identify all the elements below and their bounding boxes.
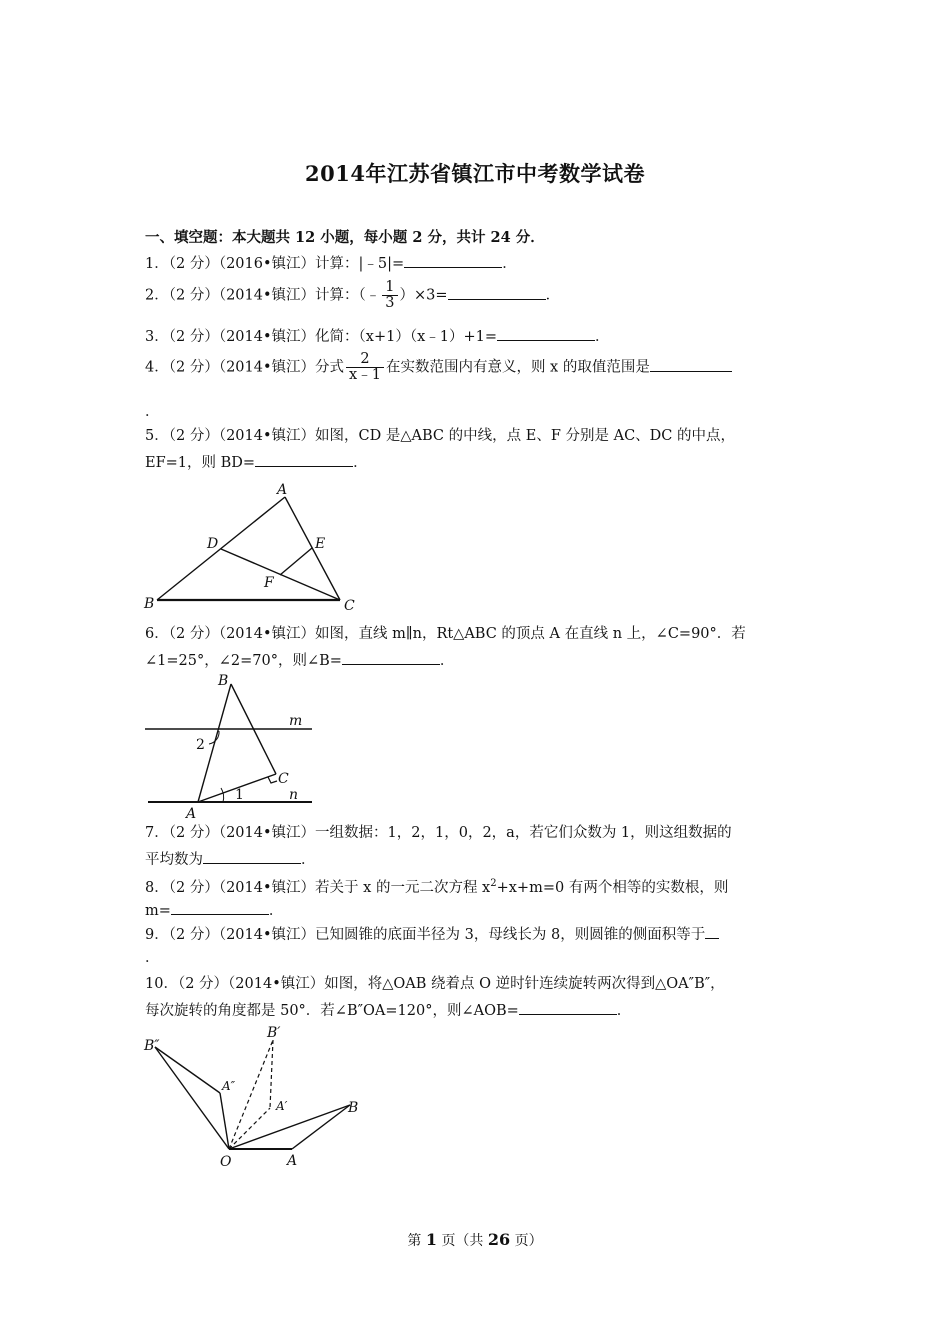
q4-post: 在实数范围内有意义，则 x 的取值范围是: [385, 359, 650, 376]
q10-text-line2: 每次旋转的角度都是 50°．若∠B″OA=120°，则∠AOB=: [145, 1003, 519, 1019]
label-a: A: [277, 482, 288, 498]
q2-pre: 计算：（﹣: [315, 287, 381, 304]
q5-number: 5．: [145, 428, 169, 444]
q2-answer-blank[interactable]: [448, 285, 546, 300]
segment-ob2: [155, 1047, 229, 1149]
label-a-double-prime: A″: [222, 1079, 236, 1093]
q10-score: （2 分）: [177, 976, 229, 992]
q1-end: ．: [502, 256, 517, 272]
q4-pre: 分式: [315, 359, 345, 376]
q2-number: 2．: [145, 287, 169, 304]
segment-oa2: [220, 1093, 229, 1149]
q4-number: 4．: [145, 359, 169, 376]
q2-end: ．: [545, 287, 561, 304]
q5-source: （2014•镇江）: [218, 428, 316, 444]
label-angle-2: 2: [196, 737, 205, 753]
q6-source: （2014•镇江）: [218, 626, 316, 642]
q8-text-pre: 若关于 x 的一元二次方程 x: [315, 879, 491, 896]
q3-source: （2014•镇江）: [218, 329, 316, 345]
label-c: C: [344, 598, 355, 614]
q1-score: （2 分）: [168, 256, 219, 272]
q1-number: 1．: [145, 256, 169, 272]
q5-text-line1: 如图，CD 是△ABC 的中线，点 E、F 分别是 AC、DC 的中点，: [315, 428, 735, 444]
figure-q6-parallel-lines: [140, 670, 330, 822]
q1-text: 计算：|﹣5|=: [315, 256, 405, 272]
q2-frac-num: 1: [382, 280, 397, 296]
label-b: B: [348, 1100, 359, 1116]
q6-answer-blank[interactable]: [342, 650, 440, 665]
footer-total-pages: 26: [487, 1230, 511, 1249]
label-d: D: [207, 536, 219, 552]
question-9: [145, 924, 719, 945]
question-4: [145, 352, 732, 383]
label-f: F: [264, 575, 274, 591]
q10-answer-blank[interactable]: [519, 1000, 617, 1015]
q8-superscript: 2: [490, 878, 497, 889]
q7-answer-blank[interactable]: [203, 849, 301, 864]
question-7-line1: [145, 823, 732, 843]
q6-end: ．: [439, 653, 455, 669]
q2-source: （2014•镇江）: [218, 287, 316, 304]
q6-score: （2 分）: [168, 626, 219, 642]
question-3: [145, 326, 610, 347]
q2-score: （2 分）: [168, 287, 219, 304]
question-7-line2: [145, 849, 316, 870]
footer-mid: 页（共: [441, 1233, 484, 1249]
q10-source: （2014•镇江）: [228, 976, 325, 992]
label-a-prime: A′: [276, 1099, 288, 1113]
q2-frac-den: 3: [385, 295, 395, 311]
label-b: B: [218, 673, 229, 689]
q7-end: ．: [301, 852, 316, 868]
q1-answer-blank[interactable]: [404, 253, 502, 268]
q3-number: 3．: [145, 329, 169, 345]
q5-end: ．: [353, 455, 368, 471]
q2-fraction: [382, 280, 397, 311]
q7-source: （2014•镇江）: [218, 825, 316, 841]
label-angle-1: 1: [235, 787, 244, 803]
footer-post: 页）: [514, 1233, 543, 1249]
question-6-line1: [145, 624, 746, 644]
angle-1-arc: [221, 788, 224, 802]
q5-text-line2: EF=1，则 BD=: [145, 455, 256, 471]
question-8-line1: [145, 874, 728, 898]
q7-text-line2: 平均数为: [145, 852, 203, 868]
q8-text-line2: m=: [145, 903, 171, 919]
q4-fraction: [346, 352, 384, 383]
q9-answer-blank[interactable]: [705, 924, 719, 939]
right-angle-mark: [268, 777, 277, 783]
q6-text-line2: ∠1=25°，∠2=70°，则∠B=: [145, 653, 342, 669]
question-5-line2: [145, 452, 368, 473]
q9-score: （2 分）: [168, 927, 219, 943]
question-10-line2: [145, 1000, 631, 1021]
q10-number: 10．: [145, 976, 178, 992]
q9-end: ．: [145, 950, 160, 966]
question-6-line2: [145, 650, 454, 671]
segment-oa1: [229, 1108, 270, 1149]
label-e: E: [315, 536, 326, 552]
q6-number: 6．: [145, 626, 169, 642]
q4-frac-den: x﹣1: [349, 367, 381, 383]
label-b-double-prime: B″: [144, 1038, 160, 1054]
q7-number: 7．: [145, 825, 169, 841]
segment-ab: [292, 1105, 350, 1149]
section-heading: 一、填空题：本大题共 12 小题，每小题 2 分，共计 24 分．: [145, 229, 545, 246]
segment-b2a2: [155, 1047, 220, 1093]
q3-answer-blank[interactable]: [497, 326, 595, 341]
label-a: A: [287, 1153, 298, 1169]
side-ac: [285, 497, 340, 600]
segment-ob: [229, 1105, 350, 1149]
figure-q10-rotation: [140, 1020, 380, 1170]
q3-text: 化简：（x+1）（x﹣1）+1=: [315, 329, 498, 345]
q1-source: （2016•镇江）: [218, 256, 316, 272]
page-title: 2014年江苏省镇江市中考数学试卷: [305, 161, 645, 186]
label-c: C: [278, 771, 289, 787]
question-8-line2: [145, 900, 283, 921]
q2-post: ）×3=: [399, 287, 448, 304]
q9-text: 已知圆锥的底面半径为 3，母线长为 8，则圆锥的侧面积等于: [315, 927, 706, 943]
label-m: m: [289, 713, 303, 729]
footer-page-number: 1: [425, 1230, 437, 1249]
q10-end: ．: [616, 1003, 632, 1019]
q8-number: 8．: [145, 879, 169, 896]
q4-score: （2 分）: [168, 359, 219, 376]
label-b: B: [144, 596, 155, 612]
label-a: A: [186, 806, 197, 822]
q9-number: 9．: [145, 927, 169, 943]
question-2: [145, 280, 560, 311]
label-b-prime: B′: [267, 1025, 281, 1041]
q3-score: （2 分）: [168, 329, 219, 345]
label-o: O: [220, 1154, 232, 1170]
question-10-line1: [145, 974, 725, 994]
q5-score: （2 分）: [168, 428, 219, 444]
q8-answer-blank[interactable]: [171, 900, 269, 915]
q7-score: （2 分）: [168, 825, 219, 841]
q10-text-line1: 如图，将△OAB 绕着点 O 逆时针连续旋转两次得到△OA″B″，: [324, 976, 725, 992]
q3-end: ．: [595, 329, 610, 345]
q5-answer-blank[interactable]: [255, 452, 353, 467]
label-n: n: [289, 787, 299, 803]
q9-source: （2014•镇江）: [218, 927, 316, 943]
q6-text-line1: 如图，直线 m∥n，Rt△ABC 的顶点 A 在直线 n 上，∠C=90°．若: [315, 626, 746, 642]
q8-end: ．: [268, 903, 284, 919]
page-footer: [0, 1230, 950, 1250]
q8-text-post: +x+m=0 有两个相等的实数根，则: [496, 879, 729, 896]
q8-score: （2 分）: [168, 879, 219, 896]
segment-ef: [280, 548, 312, 575]
q8-source: （2014•镇江）: [218, 879, 316, 896]
q7-text-line1: 一组数据：1，2，1，0，2，a，若它们众数为 1，则这组数据的: [315, 825, 732, 841]
figure-q5-triangle: [140, 478, 370, 618]
q4-frac-num: 2: [346, 352, 384, 368]
footer-pre: 第: [407, 1233, 422, 1249]
q4-end: ．: [145, 404, 160, 420]
q4-source: （2014•镇江）: [218, 359, 316, 376]
question-1: [145, 253, 517, 274]
q4-answer-blank[interactable]: [650, 357, 732, 372]
question-5-line1: [145, 426, 735, 446]
segment-ob1: [229, 1040, 273, 1149]
segment-b1a1: [270, 1040, 273, 1108]
